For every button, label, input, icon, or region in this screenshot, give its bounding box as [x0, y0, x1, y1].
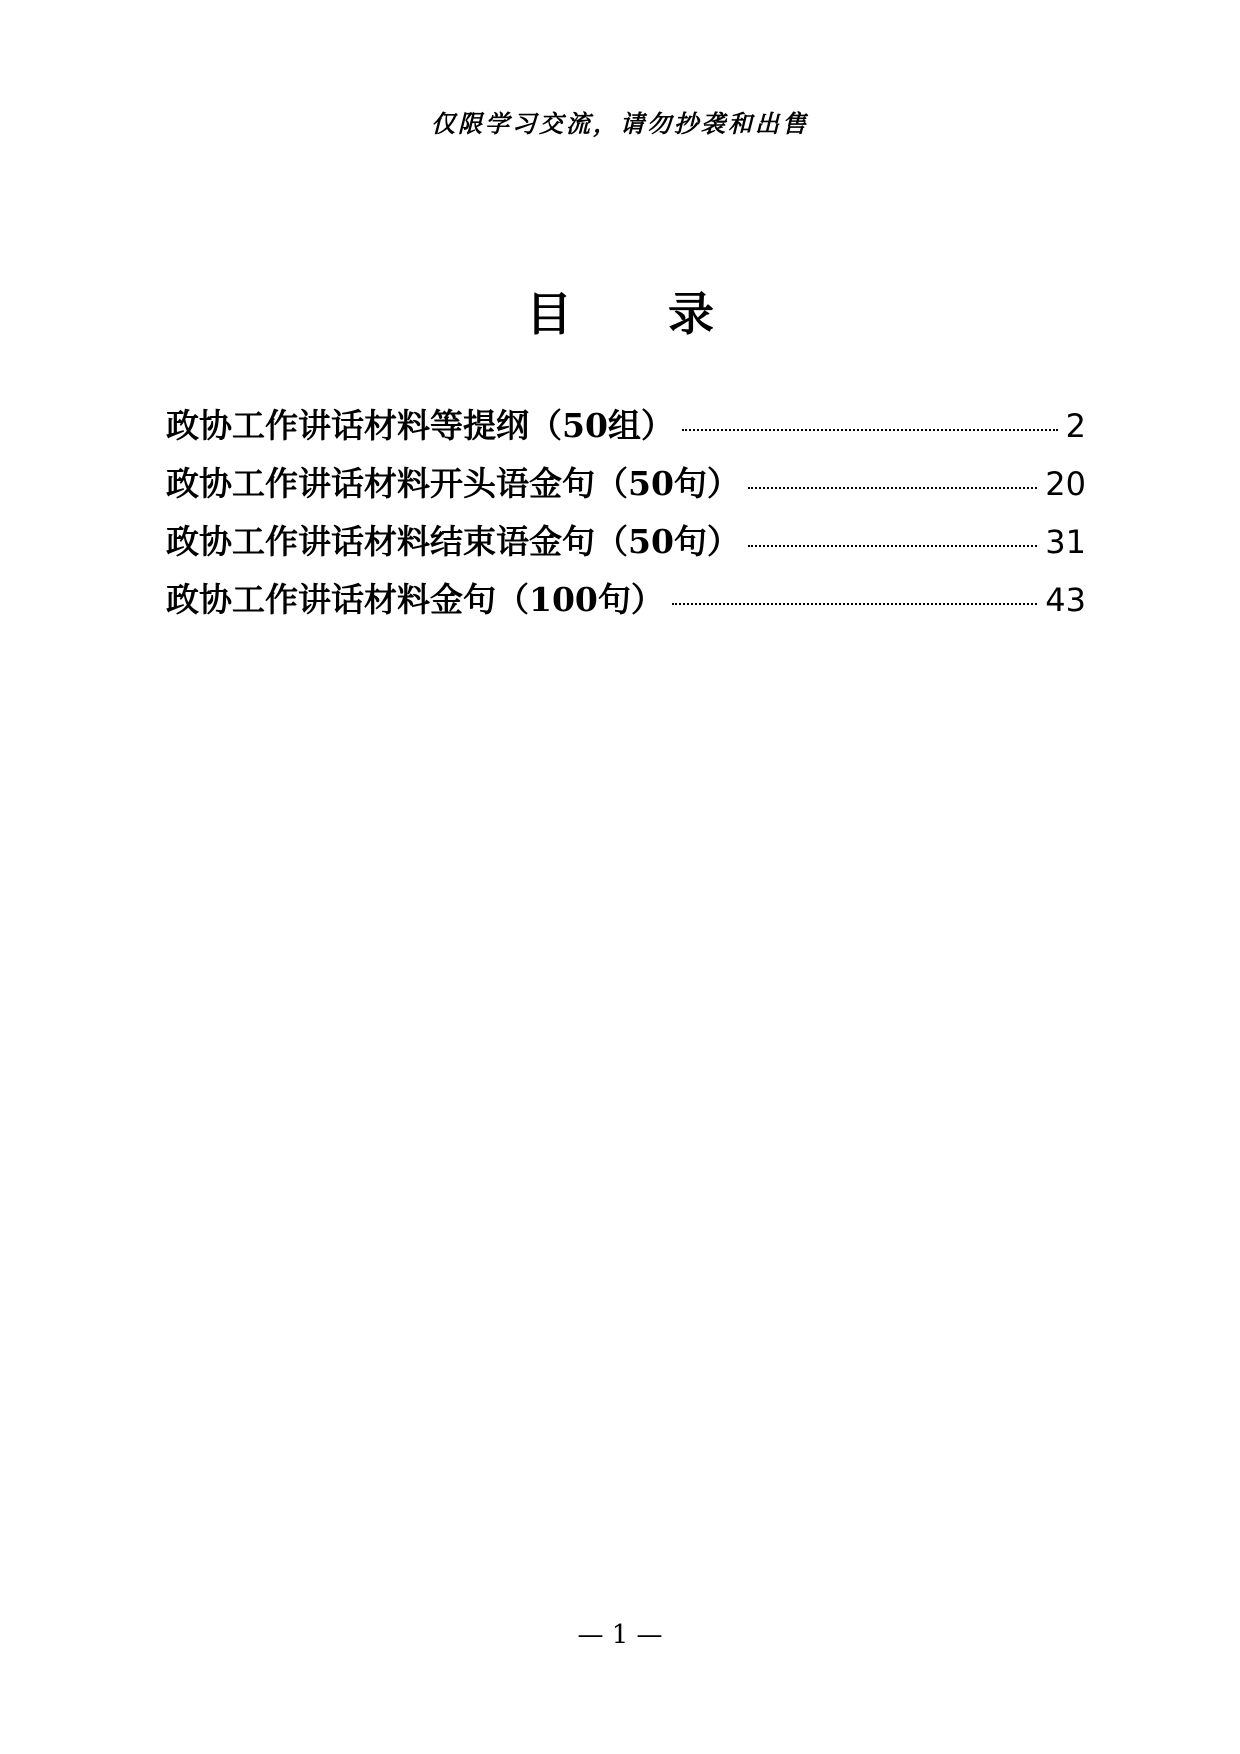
toc-entry-title: 政协工作讲话材料等提纲（50组） — [166, 406, 674, 445]
toc-entry[interactable] — [166, 458, 1086, 516]
toc-entry-page: 31 — [1045, 523, 1086, 561]
table-of-contents — [166, 400, 1086, 632]
toc-entry-page: 43 — [1045, 581, 1086, 619]
toc-entry[interactable] — [166, 516, 1086, 574]
page-title: 目 录 — [525, 287, 754, 341]
toc-dot-leader — [748, 545, 1037, 547]
toc-dot-leader — [748, 487, 1037, 489]
header-note: 仅限学习交流，请勿抄袭和出售 — [431, 109, 809, 138]
toc-entry-title: 政协工作讲话材料结束语金句（50句） — [166, 522, 740, 561]
toc-dot-leader — [672, 603, 1037, 605]
toc-entry[interactable] — [166, 574, 1086, 632]
toc-entry-page: 20 — [1045, 465, 1086, 503]
toc-entry-page: 2 — [1065, 407, 1086, 445]
toc-dot-leader — [682, 429, 1058, 431]
page-number: — 1 — — [577, 1620, 663, 1650]
toc-entry-title: 政协工作讲话材料开头语金句（50句） — [166, 464, 740, 503]
toc-entry[interactable] — [166, 400, 1086, 458]
toc-entry-title: 政协工作讲话材料金句（100句） — [166, 580, 664, 619]
